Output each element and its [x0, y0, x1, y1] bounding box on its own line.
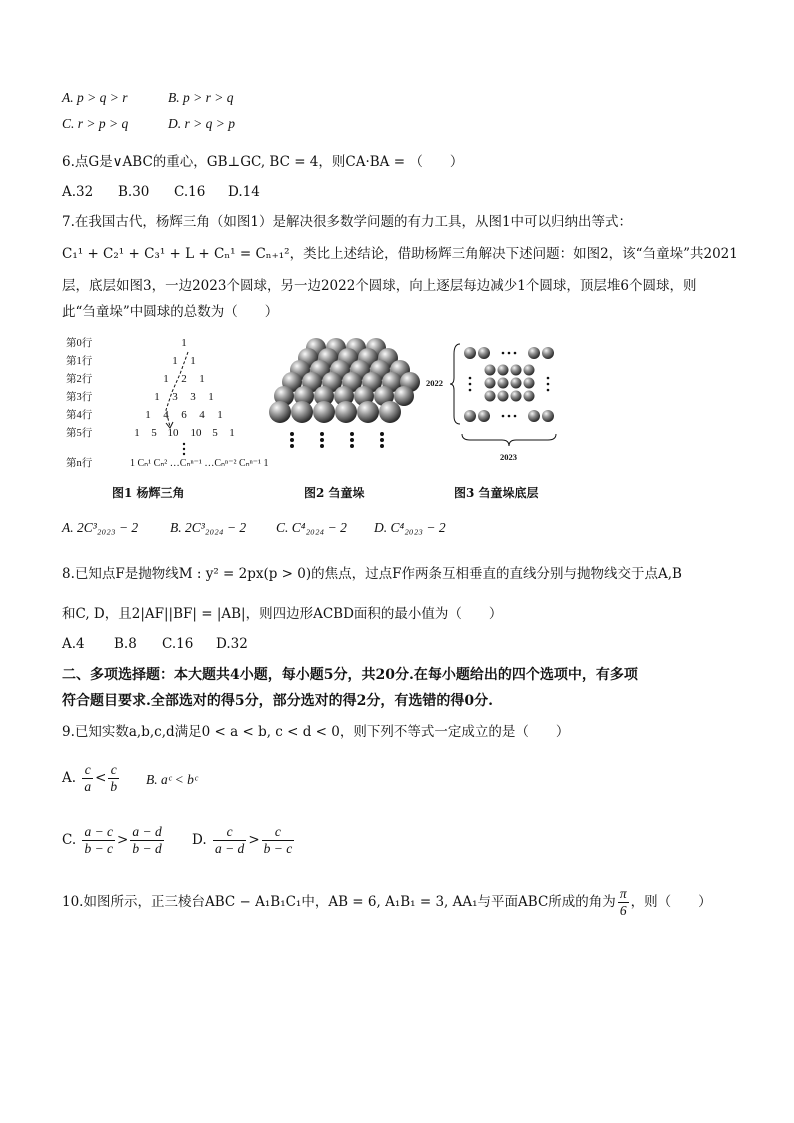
fig1-number: 1 — [134, 427, 140, 439]
q9-stem: 9.已知实数a,b,c,d满足0 < a < b, c < d < 0，则下列不等式一定成立的是（ ） — [62, 724, 570, 740]
q7-option-c: C. C⁴₂₀₂₄ − 2 — [276, 520, 347, 535]
fig1-number: 1 — [208, 391, 214, 403]
fig1-number: 5 — [212, 427, 218, 439]
fig1-number: 4 — [199, 409, 205, 421]
vertical-ellipsis-icon — [290, 432, 384, 448]
fig3-bottom-label: 2023 — [500, 452, 517, 462]
q6-option-d: D.14 — [228, 184, 260, 200]
section2-heading-line1: 二、多项选择题：本大题共4小题，每小题5分，共20分.在每小题给出的四个选项中，有多项 — [62, 667, 638, 683]
q5-option-b: B. p > r > q — [168, 90, 234, 105]
fig1-number: 2 — [181, 373, 187, 385]
sphere-group — [269, 338, 420, 423]
fig1-number: 1 — [217, 409, 223, 421]
fig1-number: 1 — [145, 409, 151, 421]
fig1-number: 1 — [229, 427, 235, 439]
fraction: $\frac{c}{b - c}$ — [263, 824, 293, 856]
fig1-row-label: 第1行 — [66, 356, 93, 367]
q5-option-d: D. r > q > p — [168, 116, 235, 131]
option-label: A. — [62, 770, 77, 786]
fig1-number: 1 — [163, 373, 169, 385]
fig3-caption: 图3 刍童垛底层 — [454, 486, 539, 500]
q8-line1: 8.已知点F是抛物线M : y² = 2px(p > 0)的焦点，过点F作两条互相垂直的直线分别与抛物线交于点A,B — [62, 566, 682, 582]
fraction: $\frac{c}{a - d}$ — [214, 824, 245, 856]
yanghui-triangle-figure — [62, 330, 272, 505]
fig1-number: 4 — [163, 409, 169, 421]
q8-option-d: D.32 — [216, 636, 248, 652]
q6-option-b: B.30 — [118, 184, 150, 200]
fig1-row-label: 第4行 — [66, 410, 93, 421]
q8-line2: 和C, D，且2|AF||BF| = |AB|，则四边形ACBD面积的最小值为（ ） — [62, 606, 503, 622]
fig3-side-label: 2022 — [426, 378, 443, 388]
q9-option-c — [62, 824, 166, 857]
q7-option-d: D. C⁴₂₀₂₃ − 2 — [374, 520, 446, 535]
q5-option-c: C. r > p > q — [62, 116, 129, 131]
bottom-brace — [462, 434, 556, 446]
q6-stem: 6.点G是∨ABC的重心，GB⊥GC, BC = 4，则CA·BA = （ ） — [62, 154, 464, 170]
q9-option-a — [62, 762, 121, 795]
q9-option-b: B. aᶜ < bᶜ — [146, 772, 198, 787]
vertical-ellipsis-icon — [183, 443, 185, 455]
q7-line2: C₁¹ + C₂¹ + C₃¹ + L + Cₙ¹ = Cₙ₊₁²，类比上述结论，借助杨辉三角解决下述问题：如图2，该“刍童垛”共2021 — [62, 246, 738, 262]
section2-heading-line2: 符合题目要求.全部选对的得5分，部分选对的得2分，有选错的得0分. — [62, 693, 493, 709]
q7-option-a: A. 2C³₂₀₂₃ − 2 — [62, 520, 139, 535]
q7-option-b: B. 2C³₂₀₂₄ − 2 — [170, 520, 247, 535]
q6-option-a: A.32 — [62, 184, 94, 200]
fig1-number: 1 — [199, 373, 205, 385]
q8-option-a: A.4 — [62, 636, 85, 652]
fig1-number: 6 — [181, 409, 187, 421]
q7-line1: 7.在我国古代，杨辉三角（如图1）是解决很多数学问题的有力工具，从图1中可以归纳出等式： — [62, 214, 633, 230]
q7-line4: 此“刍童垛”中圆球的总数为（ ） — [62, 304, 279, 320]
fig1-number: 3 — [190, 391, 196, 403]
fig1-row-label: 第3行 — [66, 392, 93, 403]
fig1-number: 5 — [151, 427, 157, 439]
fig1-number: 1 — [190, 355, 196, 367]
bottom-layer-figure — [424, 338, 574, 464]
q10-stem — [62, 886, 712, 919]
q9-option-d — [192, 824, 296, 857]
fig1-number: 1 — [181, 337, 187, 349]
q10-stem-tail: ，则（ ） — [630, 894, 712, 910]
fig1-number: 10 — [167, 427, 179, 439]
fraction: $\frac{\pi}{6}$ — [619, 886, 627, 918]
fig1-number: 1 — [154, 391, 160, 403]
q5-option-a: A. p > q > r — [62, 90, 128, 105]
sphere-stack-figure — [266, 334, 426, 454]
fig2-caption: 图2 刍童垛 — [304, 486, 365, 500]
fig1-number: 10 — [190, 427, 202, 439]
option-label: C. — [62, 832, 77, 848]
q8-option-b: B.8 — [114, 636, 137, 652]
ellipsis-icon — [469, 352, 550, 418]
q10-stem-text: 10.如图所示，正三棱台ABC − A₁B₁C₁中，AB = 6, A₁B₁ = 3, AA₁与平面ABC所成的角为 — [62, 894, 616, 910]
fig1-row-label: 第n行 — [66, 458, 93, 469]
operator: > — [248, 832, 260, 848]
operator: < — [95, 770, 107, 786]
fraction: $\frac{a - c}{b - c}$ — [84, 824, 114, 856]
fraction: $\frac{a - d}{b - d}$ — [132, 824, 162, 856]
fraction: $\frac{c}{b}$ — [110, 762, 118, 794]
fig1-row-label: 第5行 — [66, 428, 93, 439]
q6-option-c: C.16 — [174, 184, 206, 200]
option-label: D. — [192, 832, 207, 848]
fig1-number: 3 — [172, 391, 178, 403]
sphere-group — [464, 347, 554, 422]
fraction: $\frac{c}{a}$ — [84, 762, 92, 794]
fig1-row-label: 第0行 — [66, 338, 93, 349]
left-brace — [450, 344, 460, 424]
q8-option-c: C.16 — [162, 636, 194, 652]
fig1-row-label: 第2行 — [66, 374, 93, 385]
q7-line3: 层，底层如图3，一边2023个圆球，另一边2022个圆球，向上逐层每边减少1个圆球，顶层堆6个圆球，则 — [62, 278, 697, 294]
fig1-last-row: 1 Cₙ¹ Cₙ² …Cₙⁿ⁻¹ …Cₙⁿ⁻² Cₙⁿ⁻¹ 1 — [130, 458, 269, 469]
fig1-number: 1 — [172, 355, 178, 367]
fig1-caption: 图1 杨辉三角 — [112, 486, 185, 500]
operator: > — [117, 832, 129, 848]
